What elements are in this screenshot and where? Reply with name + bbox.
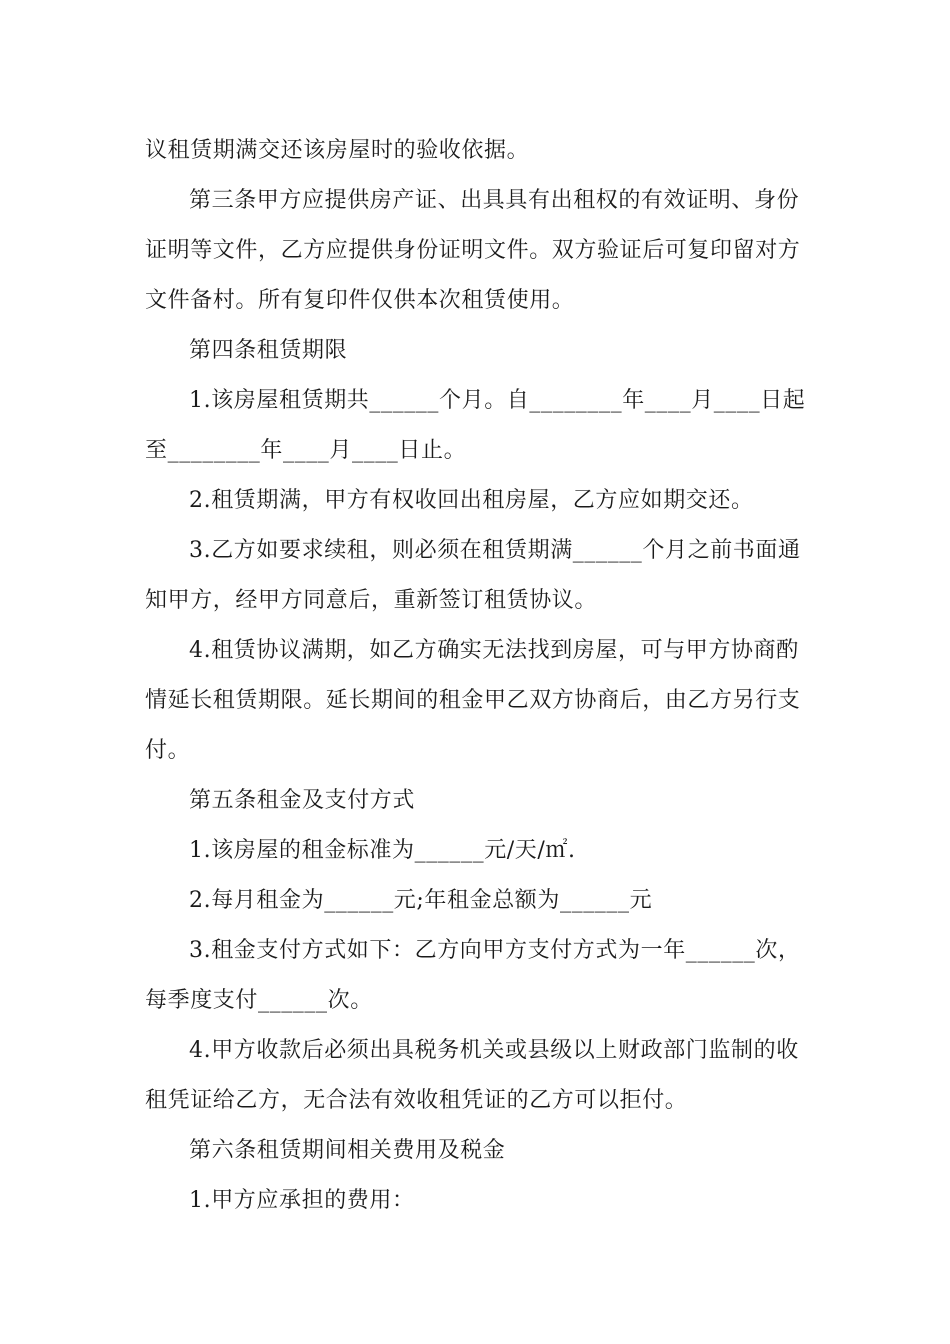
paragraph-line: 至________年____月____日止。 — [145, 438, 467, 463]
paragraph-line: 租凭证给乙方，无合法有效收租凭证的乙方可以拒付。 — [145, 1088, 688, 1113]
paragraph-line: 付。 — [145, 738, 191, 763]
clause-line: 2.租赁期满，甲方有权收回出租房屋，乙方应如期交还。 — [189, 488, 754, 513]
clause-line: 1.该房屋租赁期共______个月。自________年____月____日起 — [189, 388, 806, 413]
clause-line: 3.租金支付方式如下：乙方向甲方支付方式为一年______次， — [189, 938, 801, 963]
article-4-heading: 第四条租赁期限 — [189, 338, 348, 363]
clause-line: 4.租赁协议满期，如乙方确实无法找到房屋，可与甲方协商酌 — [189, 638, 799, 663]
paragraph-line: 证明等文件，乙方应提供身份证明文件。双方验证后可复印留对方 — [145, 238, 801, 263]
article-5-heading: 第五条租金及支付方式 — [189, 788, 416, 813]
clause-line: 2.每月租金为______元;年租金总额为______元 — [189, 888, 653, 913]
clause-line: 3.乙方如要求续租，则必须在租赁期满______个月之前书面通 — [189, 538, 801, 563]
paragraph-line: 议租赁期满交还该房屋时的验收依据。 — [145, 138, 530, 163]
paragraph-line: 情延长租赁期限。延长期间的租金甲乙双方协商后，由乙方另行支 — [145, 688, 801, 713]
clause-line: 1.该房屋的租金标准为______元/天/㎡. — [189, 838, 576, 863]
paragraph-line: 文件备村。所有复印件仅供本次租赁使用。 — [145, 288, 575, 313]
clause-line: 4.甲方收款后必须出具税务机关或县级以上财政部门监制的收 — [189, 1038, 799, 1063]
paragraph-line: 知甲方，经甲方同意后，重新签订租赁协议。 — [145, 588, 598, 613]
article-3-line: 第三条甲方应提供房产证、出具具有出租权的有效证明、身份 — [189, 188, 800, 213]
article-6-heading: 第六条租赁期间相关费用及税金 — [189, 1138, 506, 1163]
paragraph-line: 每季度支付______次。 — [145, 988, 373, 1013]
clause-line: 1.甲方应承担的费用： — [189, 1188, 415, 1213]
